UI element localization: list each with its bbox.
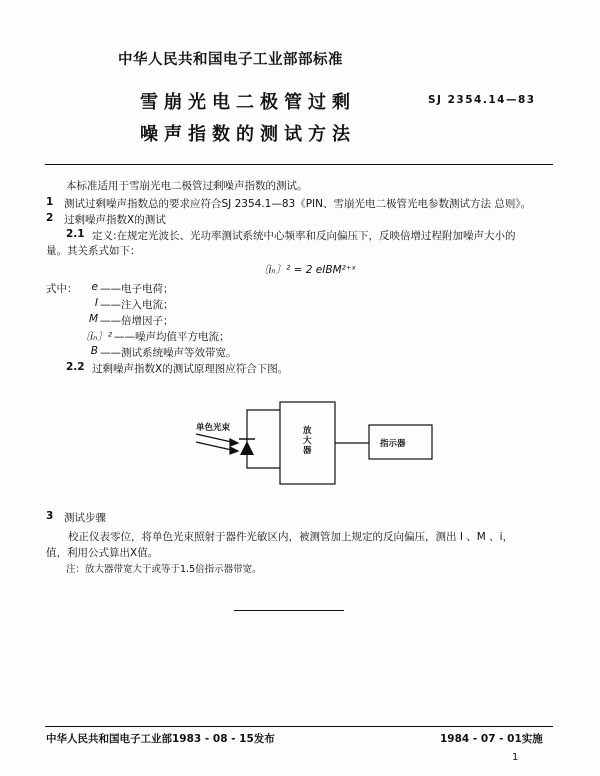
- footer-divider: [45, 726, 553, 727]
- var-symbol: I: [94, 297, 98, 309]
- amplifier-label-1: 放: [303, 426, 312, 436]
- var-symbol: 〔iₙ〕²: [79, 331, 112, 343]
- where-label: 式中：: [46, 283, 78, 295]
- var-symbol: e: [91, 281, 98, 293]
- issue-date: 中华人民共和国电子工业部1983 - 08 - 15发布: [46, 733, 275, 745]
- end-rule: [234, 610, 344, 611]
- document-title-line2: 噪声指数的测试方法: [140, 124, 356, 145]
- var-description: ——电子电荷；: [100, 283, 174, 295]
- light-beam-label: 单色光束: [196, 423, 231, 433]
- amplifier-label-2: 大: [303, 436, 312, 446]
- section-2-number: 2: [46, 212, 54, 224]
- light-beam-arrows: [196, 434, 238, 454]
- var-symbol: B: [90, 345, 98, 357]
- var-description: ——倍增因子；: [100, 315, 174, 327]
- section-1-text: 测试过剩噪声指数总的要求应符合SJ 2354.1—83《PIN、雪崩光电二极管光电参数测试方法 总则》。: [64, 198, 532, 210]
- var-description: ——注入电流；: [100, 299, 174, 311]
- var-symbol: M: [88, 313, 98, 325]
- clause-2-2-number: 2.2: [66, 361, 85, 373]
- document-title-line1: 雪崩光电二极管过剩: [140, 92, 356, 113]
- clause-2-1-text-line1: 定义:在规定光波长、光功率测试系统中心频率和反向偏压下，反映倍增过程附加噪声大小的: [92, 230, 516, 242]
- var-description: ——噪声均值平方电流；: [114, 331, 230, 343]
- issuer-standard-header: 中华人民共和国电子工业部部标准: [118, 52, 343, 68]
- page-number: 1: [512, 752, 519, 763]
- amplifier-label-3: 器: [303, 446, 312, 456]
- wire-top: [247, 410, 280, 433]
- amplifier-note: 注：放大器带宽大于或等于1.5倍指示器带宽。: [66, 564, 262, 575]
- photodiode-symbol: [239, 433, 255, 457]
- scope-paragraph: 本标准适用于雪崩光电二极管过剩噪声指数的测试。: [66, 180, 308, 192]
- var-description: ——测试系统噪声等效带宽。: [100, 347, 237, 359]
- section-3-text-line2: 值，利用公式算出X值。: [46, 547, 159, 559]
- noise-formula: 〔iₙ〕² = 2 eIBM²⁺ˣ: [258, 264, 357, 276]
- clause-2-2-text: 过剩噪声指数X的测试原理图应符合下图。: [92, 363, 289, 375]
- section-1-number: 1: [46, 196, 54, 208]
- section-3-text-line1: 校正仪表零位，将单色光束照射于器件光敏区内，被测管加上规定的反向偏压，测出 I 、M 、i，: [68, 531, 514, 543]
- indicator-label: 指示器: [380, 439, 406, 449]
- section-3-number: 3: [46, 510, 54, 522]
- standard-code: SJ 2354.14—83: [428, 94, 536, 106]
- clause-2-1-text-line2: 量。其关系式如下：: [46, 245, 141, 257]
- wire-bottom: [247, 457, 280, 468]
- section-2-title: 过剩噪声指数X的测试: [64, 214, 166, 226]
- section-3-title: 测试步骤: [64, 512, 106, 524]
- clause-2-1-number: 2.1: [66, 228, 85, 240]
- effective-date: 1984 - 07 - 01实施: [440, 733, 543, 745]
